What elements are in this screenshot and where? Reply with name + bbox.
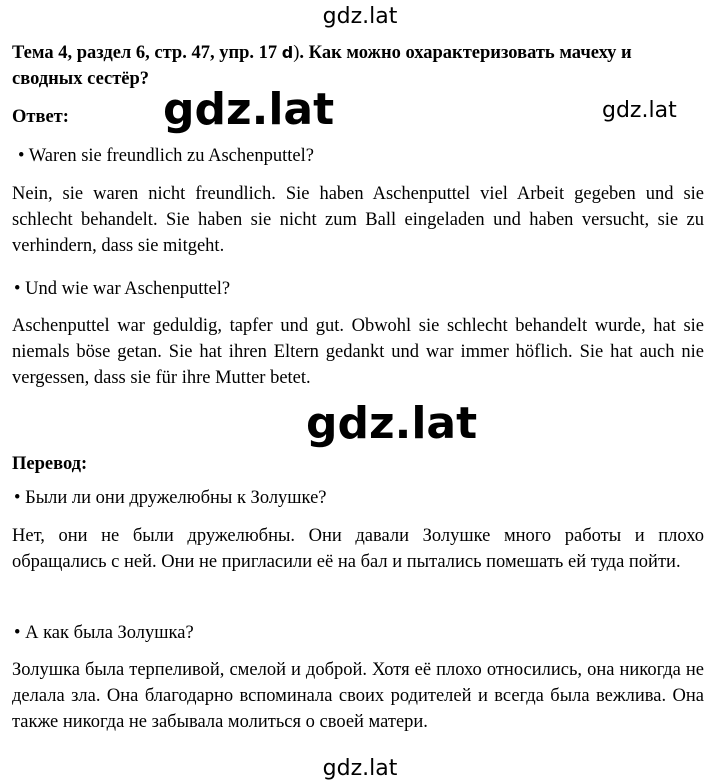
task-paren: ) (293, 43, 300, 63)
task-heading (12, 40, 704, 92)
russian-answer-2: Золушка была терпеливой, смелой и доброй. Хотя её плохо относились, она никогда не делала зла. Она благодарно вспоминала своих родителей и всегда была вежлива. Она также никогда не забывала молиться о своей матери. (12, 660, 704, 732)
task-question: . Как можно охарактеризовать мачеху и сводных сестёр? (12, 43, 632, 89)
russian-question-1: • Были ли они дружелюбны к Золушке? (14, 488, 327, 508)
german-answer-2: Aschenputtel war geduldig, tapfer und gut. Obwohl sie schlecht behandelt wurde, hat sie niemals böse getan. Sie hat ihren Eltern gedankt und war immer höflich. Sie hat auch nie vergessen, dass sie für ihre Mutter betet. (12, 316, 704, 388)
watermark-top: gdz.lat (322, 4, 398, 29)
task-prefix: Тема 4, раздел 6, стр. 47, упр. 17 (12, 43, 282, 63)
watermark-right: gdz.lat (602, 98, 677, 123)
german-question-2: • Und wie war Aschenputtel? (14, 279, 231, 299)
watermark-bottom: gdz.lat (322, 756, 398, 781)
answer-label: Ответ: (12, 107, 69, 127)
german-answer-1: Nein, sie waren nicht freundlich. Sie haben Aschenputtel viel Arbeit gegeben und sie schlecht behandelt. Sie haben sie nicht zum Ball eingeladen und haben versucht, sie zu verhindern, dass sie mitgeht. (12, 184, 704, 256)
russian-answer-1: Нет, они не были дружелюбны. Они давали Золушке много работы и плохо обращались с ней. Они не пригласили её на бал и пытались помешать ей туда пойти. (12, 526, 704, 572)
watermark-large-2: gdz.lat (306, 398, 478, 449)
german-question-1: • Waren sie freundlich zu Aschenputtel? (18, 146, 314, 166)
watermark-large-1: gdz.lat (163, 84, 335, 135)
task-letter: d (281, 43, 294, 62)
russian-question-2: • А как была Золушка? (14, 623, 194, 643)
translation-label: Перевод: (12, 454, 88, 474)
